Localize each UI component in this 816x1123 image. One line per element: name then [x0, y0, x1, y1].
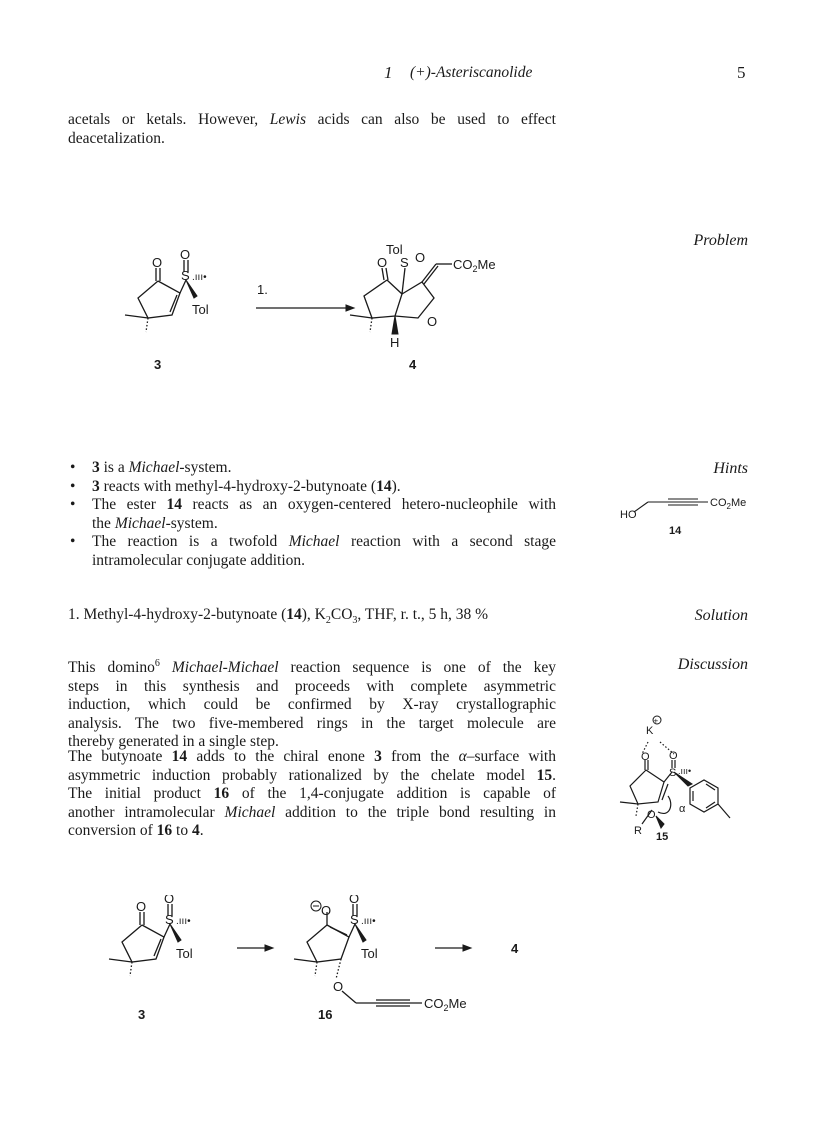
chapter-number: 1: [384, 63, 393, 82]
c15-k-plus: +: [653, 716, 659, 726]
m16-s: S: [350, 912, 359, 927]
c15-s: S: [669, 767, 677, 779]
m3-label: 3: [138, 1007, 146, 1022]
m3-lone-pair: .ııı•: [176, 916, 191, 927]
m3-o-ketone: O: [136, 899, 147, 914]
label-problem: Problem: [693, 232, 748, 249]
discussion-paragraph-1: This domino$^6$ Michael-Michael reaction sequence is one of the key steps in this synthesis and proceeds with complete asymmetric induction, which could be confirmed by X-ray crystallographic analysis. The two five-membered rings in the target molecule are thereby generated in a single step.: [68, 658, 556, 751]
c15-k: K: [646, 725, 654, 737]
m16-o-sulfoxide: O: [349, 895, 360, 906]
label-hints: Hints: [713, 460, 748, 477]
wedge-h-4: [392, 316, 398, 334]
m3-s: S: [165, 912, 174, 927]
ring-4b: [395, 282, 434, 318]
step-1: 1.: [257, 282, 268, 297]
c15-o-ketone: O: [641, 751, 650, 763]
chapter-title: (+)-Asteriscanolide: [410, 64, 533, 81]
label-solution: Solution: [694, 607, 748, 624]
mechanism-scheme: [100, 895, 560, 1035]
hint-1: • 3 is a Michael-system.: [70, 459, 232, 476]
h14-label: 14: [669, 525, 682, 537]
m16-lone-pair: .ııı•: [361, 916, 376, 927]
s4-o-ketone: O: [377, 255, 388, 270]
c15-label: 15: [656, 831, 669, 843]
page-number: 5: [737, 63, 746, 82]
h14-co2me: $CO_2Me$: [710, 497, 747, 511]
s4-label: 4: [409, 357, 417, 372]
intro-paragraph: [68, 111, 556, 148]
arrowhead-1: [346, 305, 354, 311]
hint-3: • The ester 14 reacts as an oxygen-centered hetero-nucleophile with the Michael-system.: [70, 496, 556, 532]
intro-line1-a: acetals or ketals. However,: [68, 111, 270, 128]
s4-h: H: [390, 335, 400, 350]
solution-line: 1. Methyl-4-hydroxy-2-butynoate (14), $K_2CO_3$, THF, r. t., 5 h, 38 %: [68, 606, 489, 627]
problem-scheme: [100, 236, 540, 376]
discussion-paragraph-2: The butynoate 14 adds to the chiral enone 3 from the α–surface with asymmetric induction probably rationalized by the chelate model 15. The initial product 16 of the 1,4-conjugate addition is capable of another intramolecular Michael addition to the triple bond resulting in conversion of 16 to 4.: [68, 748, 556, 839]
hint-2: • 3 reacts with methyl-4-hydroxy-2-butynoate (14).: [70, 477, 401, 495]
m16-co2me: $CO_2Me$: [424, 996, 467, 1013]
m16-o-ether: O: [333, 979, 344, 994]
m4-label: 4: [511, 941, 519, 956]
s3-o-ketone: O: [152, 255, 163, 270]
s4-tol: Tol: [386, 242, 403, 257]
intro-line2: deacetalization.: [68, 129, 165, 147]
c15-r: R: [634, 825, 642, 837]
h14-ho: HO: [620, 509, 637, 521]
intro-line1-b: acids can also be used to effect: [305, 111, 556, 128]
c15-o-sulfoxide: O: [669, 750, 678, 762]
s3-tol: Tol: [192, 302, 209, 317]
c15-alpha: α: [679, 803, 686, 815]
intro-line1-em: Lewis: [269, 111, 306, 128]
hint-structure-14: [618, 488, 758, 540]
c15-lone-pair: .ııı•: [678, 766, 692, 776]
s3-label: 3: [154, 357, 162, 372]
s4-o-sulfoxide: O: [415, 250, 426, 265]
m16-o-enolate: O: [321, 903, 332, 918]
m3-o-sulfoxide: O: [164, 895, 175, 906]
ring-3: [138, 281, 180, 318]
c15-o-alkoxide: O: [647, 809, 656, 821]
s3-o-sulfoxide: O: [180, 247, 191, 262]
ring-4a: [364, 280, 402, 318]
s3-s: S: [181, 268, 190, 283]
s3-lone-pair: .ııı•: [192, 272, 207, 283]
s4-co2me: $CO_2Me$: [453, 257, 496, 274]
hint-4: • The reaction is a twofold Michael reaction with a second stage intramolecular conjugate addition.: [70, 533, 556, 569]
label-discussion: Discussion: [677, 656, 748, 673]
m16-tol: Tol: [361, 946, 378, 961]
m16-label: 16: [318, 1007, 333, 1022]
s4-s: S: [400, 255, 409, 270]
s4-o-ring: O: [427, 314, 438, 329]
hints-list: [68, 459, 556, 570]
chelate-model-15: [612, 700, 762, 850]
m3-tol: Tol: [176, 946, 193, 961]
